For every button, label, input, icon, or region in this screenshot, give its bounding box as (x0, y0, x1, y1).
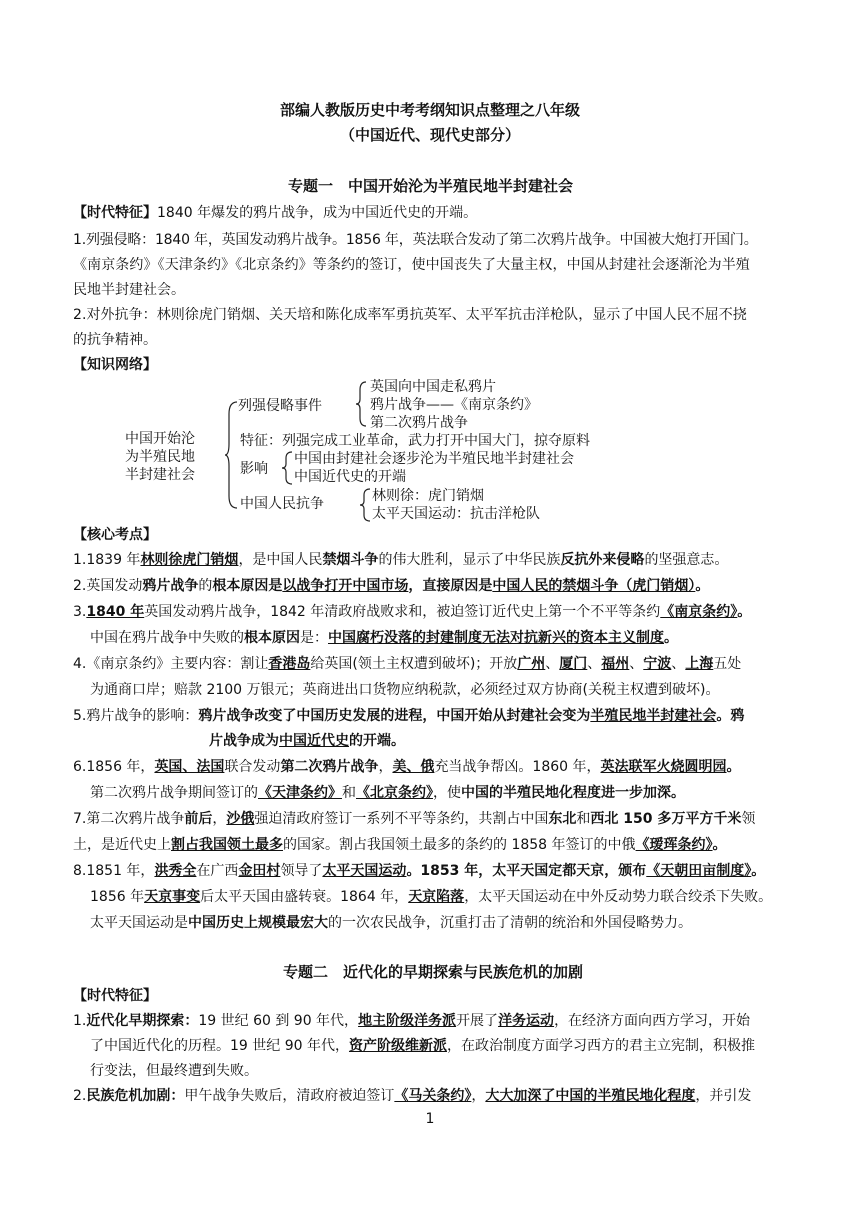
core-point-8b (90, 887, 772, 907)
core-point-1 (73, 550, 728, 570)
text-run: 开展了 (456, 1013, 499, 1029)
key-term: 英国、法国 (154, 759, 225, 775)
text-run: 1. (73, 1013, 87, 1029)
key-term: 广州 (517, 656, 546, 672)
core-point-3b (90, 628, 678, 648)
core-point-5a (73, 706, 744, 726)
text-run: 8.1851 年， (73, 863, 155, 879)
text-run: 。 (695, 578, 710, 594)
text-run: ， (408, 578, 423, 594)
network-root (125, 430, 195, 484)
era-text: 1840 年爆发的鸦片战争，成为中国近代史的开端。 (157, 205, 478, 221)
key-term: 《瑷珲条约》 (635, 837, 713, 853)
text-run: 3. (73, 604, 87, 620)
text-run: 第二次鸦片战争期间签订的 (90, 785, 258, 801)
text-run: 后太平天国由盛转衰。1864 年， (200, 889, 409, 905)
text-run: 的一次农民战争，沉重打击了清朝的统治和外国侵略势力。 (328, 915, 692, 931)
document-title: 部编人教版历史中考考纲知识点整理之八年级 (279, 101, 580, 119)
text-run: 。 (751, 863, 766, 879)
key-term: 大大加深了中国的半殖民地化程度 (485, 1088, 696, 1104)
key-term: 《北京条约》 (356, 785, 433, 801)
key-term: 根本原因 (212, 578, 269, 594)
topic2-point-1b (90, 1036, 755, 1056)
key-term: 中国近代史 (279, 733, 349, 749)
text-run: 1856 年 (90, 889, 145, 905)
network-resistance-child-2: 太平天国运动：抗击洋枪队 (372, 506, 540, 522)
text-run: 2.英国发动 (73, 578, 143, 594)
text-run: 五处 (713, 656, 742, 672)
text-run: 是 (478, 578, 493, 594)
key-term: 厦门 (559, 656, 588, 672)
network-branch-invasion: 列强侵略事件 (238, 398, 322, 414)
para1-line2: 《南京条约》《天津条约》《北京条约》等条约的签订，使中国丧失了大量主权，中国从封建社会逐渐沦为半殖 (73, 257, 750, 273)
para1-line3: 民地半封建社会。 (73, 282, 185, 298)
key-term: 第二次鸦片战争 (280, 759, 379, 775)
network-invasion-child-3: 第二次鸦片战争 (370, 415, 468, 431)
key-term: 半殖民地半封建社会 (590, 708, 717, 724)
text-run: 19 世纪 60 到 90 年代， (198, 1013, 359, 1029)
key-term: 西北 150 多万平方千米 (590, 811, 742, 827)
network-invasion-child-2: 鸦片战争——《南京条约》 (370, 397, 538, 413)
network-invasion-brace (356, 380, 368, 428)
key-term: 太平天国运动 (322, 863, 407, 879)
key-term: 中国的半殖民地化程度进一步加深 (461, 785, 671, 801)
text-run: 2. (73, 1088, 87, 1104)
topic2-point-1a (73, 1011, 750, 1031)
key-term: 地主阶级洋务派 (358, 1013, 457, 1029)
text-run: 。 (671, 785, 685, 801)
topic2-point-1c: 行变法，但最终遭到失败。 (90, 1063, 258, 1079)
key-term: 美、俄 (392, 759, 435, 775)
text-run: 、 (629, 656, 644, 672)
core-point-6a (73, 757, 741, 777)
key-term: 林则徐虎门销烟 (140, 552, 239, 568)
key-term: 1840 年 (86, 604, 145, 620)
key-term: 以战争打开中国市场 (282, 578, 409, 594)
key-term: 英法联军火烧圆明园 (600, 759, 727, 775)
text-run: 和 (342, 785, 356, 801)
key-term: 东北 (548, 811, 577, 827)
core-point-8a (73, 861, 765, 881)
core-point-3a (73, 602, 751, 622)
text-run: 的开端。 (349, 733, 405, 749)
key-term: 民族危机加剧： (86, 1088, 185, 1104)
core-point-7b (73, 835, 727, 855)
key-term: 《马关条约》 (394, 1088, 472, 1104)
key-term: 《天津条约》 (258, 785, 342, 801)
network-main-brace (225, 400, 239, 510)
text-run: 、 (587, 656, 602, 672)
network-branch-feature: 特征：列强完成工业革命，武力打开中国大门，掠夺原料 (240, 433, 590, 449)
core-point-6b (90, 783, 685, 803)
key-term: 鸦片战争改变了中国历史发展的进程，中国开始从封建社会变为 (198, 708, 591, 724)
text-run: 的坚强意志。 (644, 552, 729, 568)
text-run: 强迫清政府签订一系列不平等条约，共割占中国 (254, 811, 549, 827)
network-root-line: 半封建社会 (125, 467, 195, 483)
core-point-4a (73, 654, 741, 674)
text-run: 。鸦 (716, 708, 745, 724)
text-run: 充当战争帮凶。1860 年， (434, 759, 601, 775)
text-run: 。 (712, 837, 727, 853)
network-branch-impact: 影响 (240, 461, 268, 477)
network-impact-child-2: 中国近代史的开端 (294, 469, 406, 485)
text-run: 。 (726, 759, 741, 775)
text-run: 是： (300, 630, 328, 646)
network-label: 【知识网络】 (73, 357, 157, 373)
network-resistance-child-1: 林则徐：虎门销烟 (372, 488, 484, 504)
text-run: 领 (741, 811, 756, 827)
text-run: 、 (671, 656, 686, 672)
text-run: 中国在鸦片战争中失败的 (90, 630, 244, 646)
text-run: 在广西 (196, 863, 239, 879)
text-run: 土，是近代史上 (73, 837, 171, 853)
text-run: 领导了 (280, 863, 323, 879)
network-root-line: 中国开始沦 (125, 431, 195, 447)
topic1-title: 专题一 中国开始沦为半殖民地半封建社会 (288, 177, 574, 195)
text-run: 。1853 年，太平天国定都天京，颁布 (406, 863, 647, 879)
network-root-line: 为半殖民地 (125, 449, 195, 465)
text-run: ，使 (433, 785, 461, 801)
key-term: 宁波 (643, 656, 672, 672)
key-term: 香港岛 (268, 656, 311, 672)
text-run: 了中国近代化的历程。19 世纪 90 年代， (90, 1038, 349, 1054)
text-run: 英国发动鸦片战争，1842 年清政府战败求和，被迫签订近代史上第一个不平等条约 (144, 604, 661, 620)
text-run: 的国家。割占我国领土最多的条约的 1858 年签订的中俄 (283, 837, 636, 853)
network-resistance-brace (360, 487, 372, 523)
key-term: 《天朝田亩制度》 (646, 863, 752, 879)
key-term: 鸦片战争 (142, 578, 199, 594)
core-points-label: 【核心考点】 (73, 527, 157, 543)
network-branch-resistance: 中国人民抗争 (240, 496, 324, 512)
topic2-point-2a (73, 1086, 751, 1106)
text-run: ， (378, 759, 393, 775)
core-point-8c (90, 913, 692, 933)
text-run: 的伟大胜利，显示了中华民族 (378, 552, 561, 568)
topic2-title: 专题二 近代化的早期探索与民族危机的加剧 (283, 963, 584, 981)
key-term: 沙俄 (226, 811, 255, 827)
key-term: 禁烟斗争 (322, 552, 379, 568)
key-term: 福州 (601, 656, 630, 672)
key-term: 反抗外来侵略 (560, 552, 645, 568)
key-term: 天京事变 (144, 889, 201, 905)
network-impact-child-1: 中国由封建社会逐步沦为半殖民地半封建社会 (294, 451, 574, 467)
para1-line1: 1.列强侵略：1840 年，英国发动鸦片战争。1856 年，英法联合发动了第二次鸦片战争。中国被大炮打开国门。 (73, 232, 758, 248)
para2-line1: 2.对外抗争：林则徐虎门销烟、关天培和陈化成率军勇抗英军、太平军抗击洋枪队，显示了中国人民不屈不挠 (73, 307, 747, 323)
text-run: ，在经济方面向西方学习，开始 (554, 1013, 751, 1029)
key-term: 前后 (184, 811, 213, 827)
key-term: 直接原因 (422, 578, 479, 594)
document-subtitle: （中国近代、现代史部分） (339, 126, 520, 144)
core-point-5b (209, 731, 405, 751)
text-run: 的 (198, 578, 213, 594)
text-run: 。 (737, 604, 752, 620)
network-impact-brace (282, 450, 294, 486)
core-point-2 (73, 576, 709, 596)
key-term: 中国人民的禁烟斗争（虎门销烟） (492, 578, 696, 594)
text-run: 和 (576, 811, 591, 827)
core-point-4b: 为通商口岸；赔款 2100 万银元；英商进出口货物应纳税款，必须经过双方协商(关税主权遭到破坏)。 (90, 682, 720, 698)
key-term: 金田村 (238, 863, 281, 879)
text-run: 太平天国运动是 (90, 915, 188, 931)
text-run: ， (471, 1088, 486, 1104)
text-run: 联合发动 (224, 759, 281, 775)
text-run: 片战争成为 (209, 733, 279, 749)
key-term: 天京陷落 (408, 889, 465, 905)
text-run: 给英国(领土主权遭到破坏)；开放 (310, 656, 518, 672)
text-run: ，并引发 (695, 1088, 752, 1104)
text-run: 是 (268, 578, 283, 594)
text-run: 。 (664, 630, 678, 646)
era-label: 【时代特征】 (73, 205, 157, 221)
text-run: 7.第二次鸦片战争 (73, 811, 185, 827)
key-term: 资产阶级维新派 (348, 1038, 447, 1054)
key-term: 根本原因 (244, 630, 300, 646)
topic2-era-label: 【时代特征】 (73, 988, 157, 1004)
para2-line2: 的抗争精神。 (73, 332, 157, 348)
text-run: 5.鸦片战争的影响： (73, 708, 199, 724)
text-run: 6.1856 年， (73, 759, 155, 775)
text-run: 甲午战争失败后，清政府被迫签订 (184, 1088, 395, 1104)
core-point-7a (73, 809, 755, 829)
key-term: 中国历史上规模最宏大 (188, 915, 328, 931)
key-term: 上海 (685, 656, 714, 672)
text-run: ，在政治制度方面学习西方的君主立宪制，积极推 (446, 1038, 755, 1054)
network-invasion-child-1: 英国向中国走私鸦片 (370, 379, 496, 395)
text-run: 4.《南京条约》主要内容：割让 (73, 656, 269, 672)
key-term: 洋务运动 (498, 1013, 555, 1029)
page-number: 1 (425, 1111, 435, 1127)
key-term: 近代化早期探索： (86, 1013, 199, 1029)
key-term: 洪秀全 (154, 863, 197, 879)
text-run: 1.1839 年 (73, 552, 141, 568)
key-term: 《南京条约》 (660, 604, 738, 620)
text-run: ，太平天国运动在中外反动势力联合绞杀下失败。 (464, 889, 773, 905)
key-term: 中国腐朽没落的封建制度无法对抗新兴的资本主义制度 (328, 630, 664, 646)
text-run: 、 (545, 656, 560, 672)
text-run: ，是中国人民 (238, 552, 323, 568)
key-term: 割占我国领土最多 (171, 837, 283, 853)
text-run: ， (212, 811, 227, 827)
era-feature-line (73, 203, 477, 223)
